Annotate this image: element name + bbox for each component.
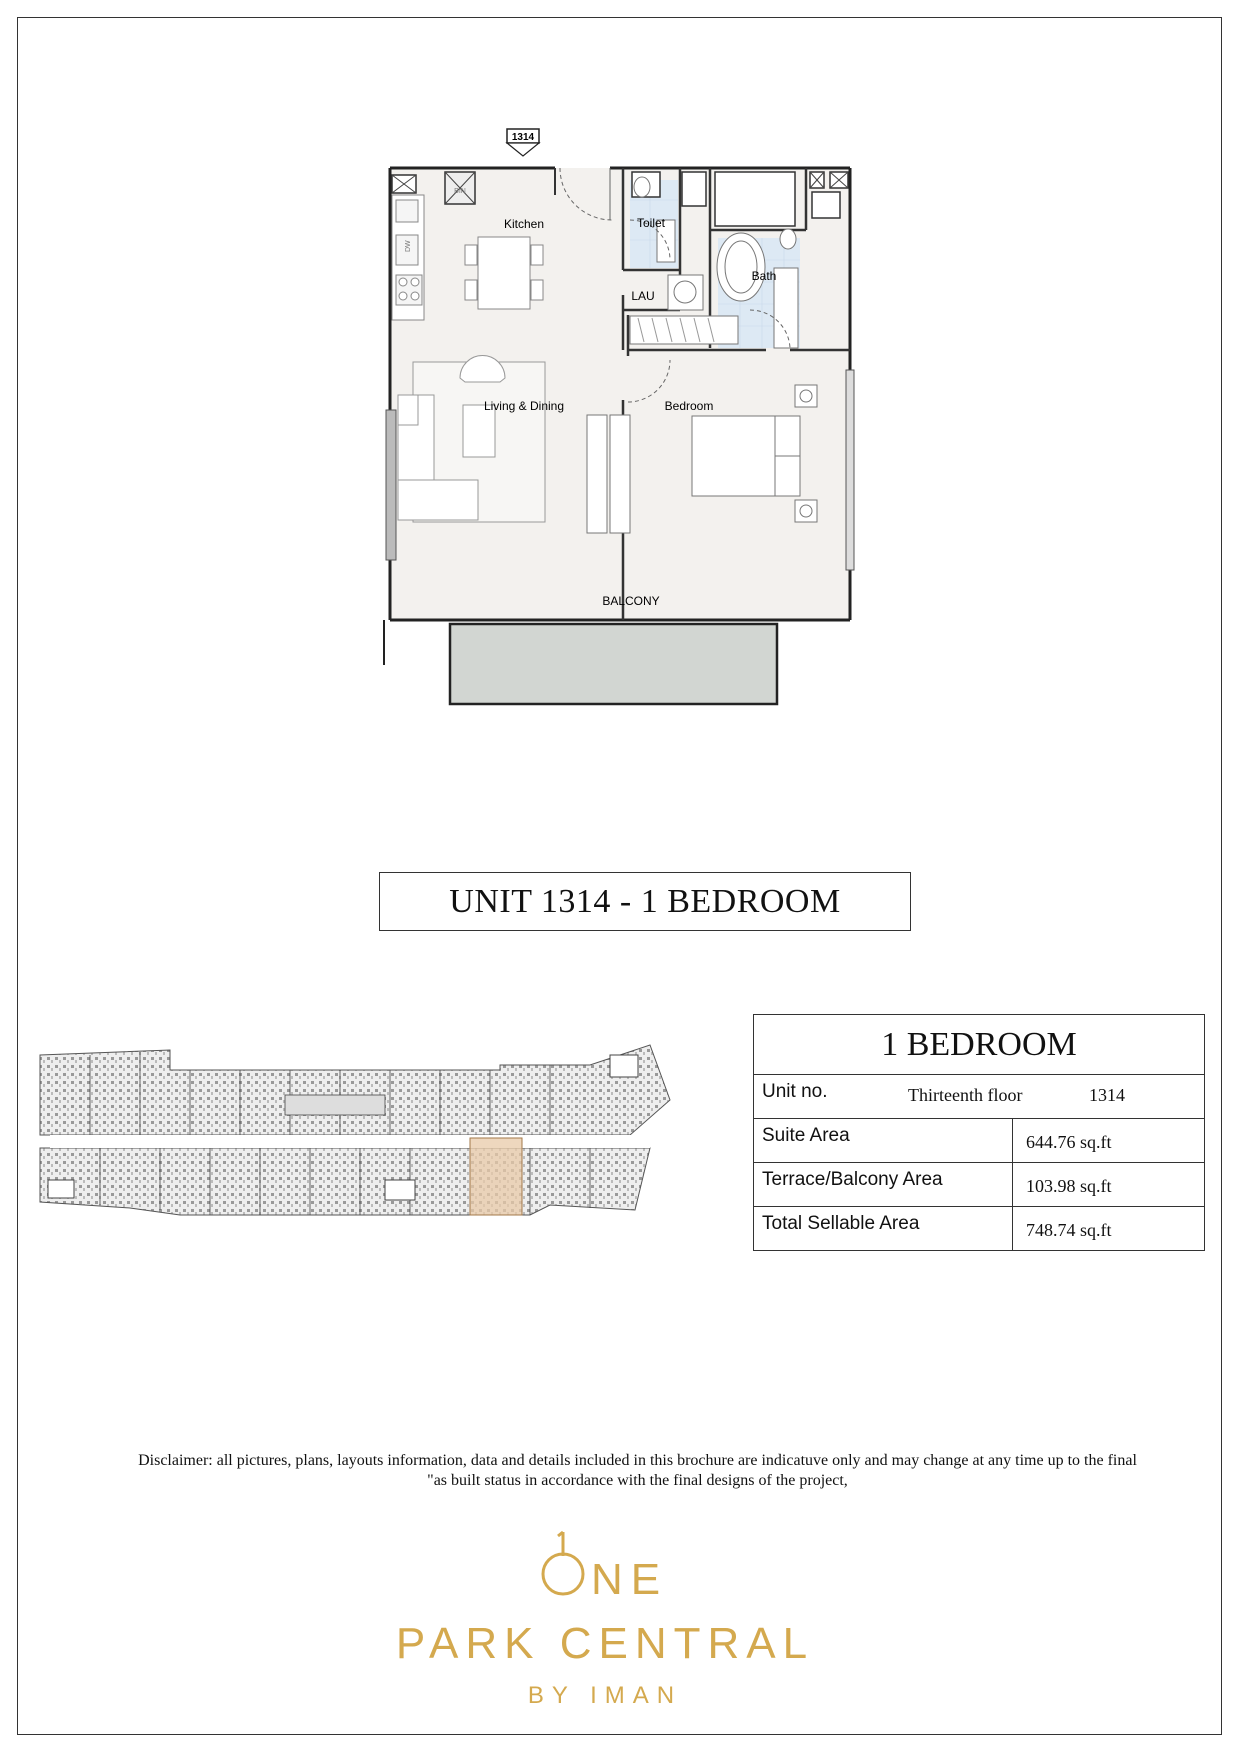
brand-line-2: PARK CENTRAL [395,1619,815,1668]
room-label-bath: Bath [751,269,777,283]
balcony [450,624,777,704]
room-label-living: Living & Dining [483,399,565,413]
floor-name: Thirteenth floor [908,1085,1023,1105]
room-label-balcony: BALCONY [602,594,660,608]
brand-line-3: BY IMAN [527,1682,683,1708]
disclaimer [60,1451,1215,1491]
svg-text:NE: NE [591,1555,669,1604]
key-plan [30,1040,730,1220]
floor-plan [370,120,870,720]
spec-row-label: Suite Area [762,1125,850,1146]
spec-row-value: 644.76 sq.ft [1026,1132,1112,1152]
room-label-toilet: Toilet [636,216,666,230]
disclaimer-line-2: "as built status in accordance with the final designs of the project, [427,1472,848,1489]
unit-no-label: Unit no. [762,1081,828,1102]
living-furniture [398,356,545,523]
disclaimer-line-1: Disclaimer: all pictures, plans, layouts information, data and details included in this brochure are indicatuve only and may change at any time up to the final [138,1452,1137,1469]
spec-row [754,1119,1204,1163]
spec-row-label: Terrace/Balcony Area [762,1169,943,1190]
dw-label: DW [405,240,412,252]
spec-heading: 1 BEDROOM [754,1015,1204,1075]
spec-row [754,1207,1204,1251]
unit-number: 1314 [1089,1085,1125,1105]
room-label-bedroom: Bedroom [664,399,714,413]
spec-table [753,1014,1205,1251]
spec-row-value: 103.98 sq.ft [1026,1176,1112,1196]
unit-tag [507,129,539,156]
bin-label: BIN [454,188,466,195]
spec-row-value: 748.74 sq.ft [1026,1220,1112,1240]
unit-title: UNIT 1314 - 1 BEDROOM [379,872,911,931]
brand-logo [380,1528,830,1708]
spec-row-label: Total Sellable Area [762,1213,920,1234]
room-label-kitchen: Kitchen [503,217,545,231]
spec-row [754,1163,1204,1207]
room-label-lau: LAU [631,289,655,303]
highlighted-unit [470,1138,522,1215]
unit-tag-label: 1314 [511,132,535,143]
spec-row-unit [754,1075,1204,1119]
